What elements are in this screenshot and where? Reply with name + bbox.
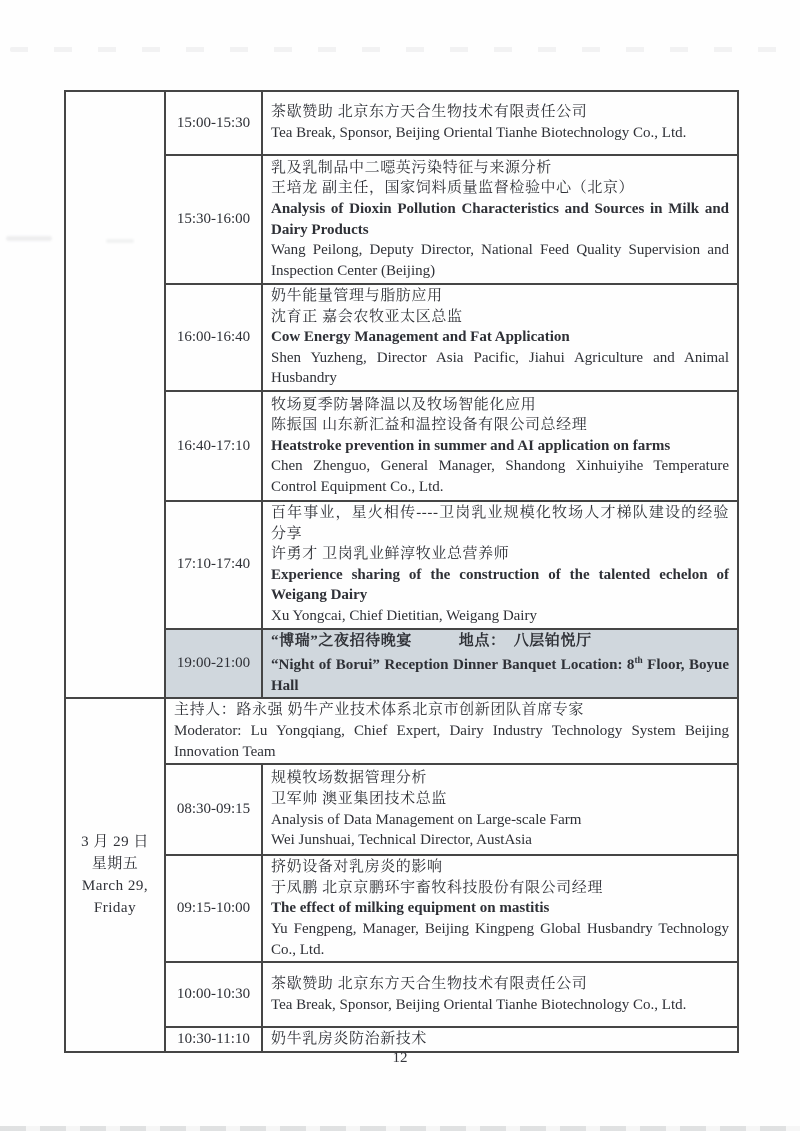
scan-artifact-top	[10, 47, 790, 52]
session-line: 乳及乳制品中二噁英污染特征与来源分析	[271, 159, 552, 176]
session-line: The effect of milking equipment on mastitis	[271, 900, 550, 917]
table-row	[65, 698, 738, 764]
time-cell: 19:00-21:00	[165, 629, 262, 699]
time-cell: 10:00-10:30	[165, 962, 262, 1027]
time-cell: 10:30-11:10	[165, 1027, 262, 1052]
text-part: “Night of Borui” Reception Dinner Banquet Location: 8	[271, 657, 635, 674]
session-line: Moderator: Lu Yongqiang, Chief Expert, Dairy Industry Technology System Beijing Innovation Team	[174, 722, 729, 760]
time-cell: 09:15-10:00	[165, 855, 262, 962]
session-line: 牧场夏季防暑降温以及牧场智能化应用	[271, 396, 537, 413]
date-line: 3 月 29 日	[81, 834, 149, 851]
session-cell	[262, 501, 738, 629]
session-line: 卫军帅 澳亚集团技术总监	[271, 791, 447, 808]
session-cell	[262, 962, 738, 1027]
session-line: 茶歇赞助 北京东方天合生物技术有限责任公司	[271, 976, 588, 992]
session-line: 主持人：路永强 奶牛产业技术体系北京市创新团队首席专家	[174, 702, 584, 719]
time-cell: 08:30-09:15	[165, 764, 262, 855]
session-line: 奶牛乳房炎防治新技术	[271, 1031, 428, 1048]
date-line: Friday	[93, 900, 137, 917]
table-row	[65, 1027, 738, 1052]
session-line: “博瑞”之夜招待晚宴 地点： 八层铂悦厅	[271, 632, 592, 649]
session-line: Cow Energy Management and Fat Application	[271, 329, 570, 346]
session-line: 茶歇赞助 北京东方天合生物技术有限责任公司	[271, 104, 588, 121]
table-row	[65, 764, 738, 855]
session-cell	[262, 391, 738, 501]
page-number: 12	[392, 1050, 408, 1066]
time-cell: 15:00-15:30	[165, 91, 262, 155]
session-line: Analysis of Dioxin Pollution Characteristics and Sources in Milk and Dairy Products	[271, 200, 729, 238]
time-cell: 16:00-16:40	[165, 284, 262, 391]
session-line: Tea Break, Sponsor, Beijing Oriental Tianhe Biotechnology Co., Ltd.	[271, 125, 687, 141]
session-line: Chen Zhenguo, General Manager, Shandong Xinhuiyihe Temperature Control Equipment Co., Ltd.	[271, 458, 729, 495]
session-line: 陈振国 山东新汇益和温控设备有限公司总经理	[271, 417, 588, 434]
session-cell	[262, 284, 738, 391]
session-line: Heatstroke prevention in summer and AI application on farms	[271, 437, 671, 454]
session-line: 挤奶设备对乳房炎的影响	[271, 859, 443, 876]
session-cell	[262, 91, 738, 155]
session-cell	[262, 155, 738, 284]
date-cell	[65, 698, 165, 1052]
table-row	[65, 155, 738, 284]
time-cell: 15:30-16:00	[165, 155, 262, 284]
table-row	[65, 91, 738, 155]
moderator-cell	[165, 698, 738, 764]
text-part: Floor, Boyue Hall	[271, 657, 729, 694]
table-row	[65, 855, 738, 962]
session-line: 百年事业，星火相传----卫岗乳业规模化牧场人才梯队建设的经验分享	[271, 505, 729, 542]
session-line: Experience sharing of the construction of the talented echelon of Weigang Dairy	[271, 566, 729, 604]
session-cell	[262, 1027, 738, 1052]
schedule-table	[64, 90, 739, 1053]
session-line: 于凤鹏 北京京鹏环宇畜牧科技股份有限公司经理	[271, 879, 603, 896]
session-line: Yu Fengpeng, Manager, Beijing Kingpeng Global Husbandry Technology Co., Ltd.	[271, 920, 729, 958]
session-line: Tea Break, Sponsor, Beijing Oriental Tianhe Biotechnology Co., Ltd.	[271, 996, 687, 1013]
schedule-body	[65, 91, 738, 1052]
session-cell	[262, 629, 738, 699]
session-line: 许勇才 卫岗乳业鲜淳牧业总营养师	[271, 546, 510, 563]
session-cell	[262, 764, 738, 855]
scan-artifact-bottom	[0, 1126, 800, 1131]
session-line: 王培龙 副主任，国家饲料质量监督检验中心（北京）	[271, 180, 635, 197]
session-line	[271, 651, 729, 696]
time-cell: 16:40-17:10	[165, 391, 262, 501]
table-row	[65, 501, 738, 629]
session-line: 规模牧场数据管理分析	[271, 770, 428, 787]
date-line: 星期五	[91, 856, 139, 873]
table-row	[65, 962, 738, 1027]
table-row	[65, 284, 738, 391]
table-row	[65, 629, 738, 699]
scan-artifact-left	[6, 236, 52, 241]
session-cell	[262, 855, 738, 962]
date-cell-empty	[65, 91, 165, 698]
table-row	[65, 391, 738, 501]
session-line: Shen Yuzheng, Director Asia Pacific, Jiahui Agriculture and Animal Husbandry	[271, 349, 729, 387]
superscript: th	[634, 656, 643, 667]
session-line: 沈育正 嘉会农牧亚太区总监	[271, 308, 463, 325]
time-cell: 17:10-17:40	[165, 501, 262, 629]
session-line: Analysis of Data Management on Large-scale Farm	[271, 811, 582, 828]
session-line: Wang Peilong, Deputy Director, National Feed Quality Supervision and Inspection Center (Beijing)	[271, 242, 729, 279]
date-line: March 29,	[81, 878, 149, 895]
session-line: Xu Yongcai, Chief Dietitian, Weigang Dairy	[271, 607, 537, 624]
session-line: 奶牛能量管理与脂肪应用	[271, 288, 443, 305]
session-line: Wei Junshuai, Technical Director, AustAsia	[271, 832, 532, 849]
